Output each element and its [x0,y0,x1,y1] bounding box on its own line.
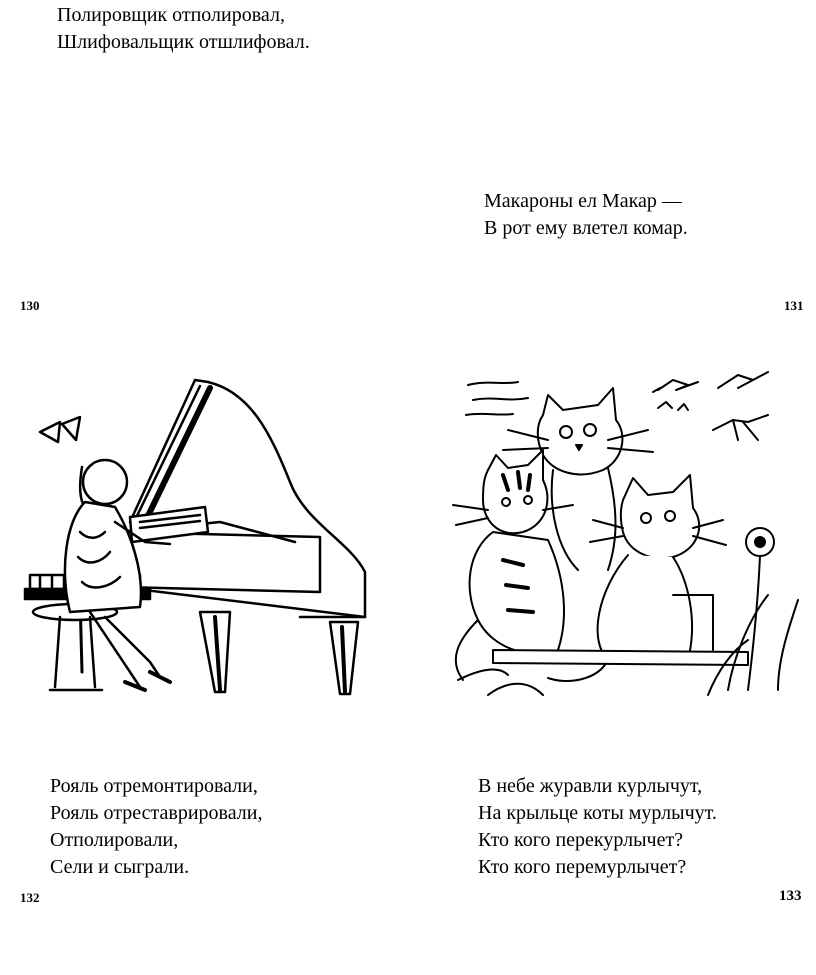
verse-royal [50,773,262,881]
verse-line: Кто кого перемурлычет? [478,856,687,878]
verse-zhuravli [478,773,717,881]
verse-line: Полировщик отполировал, [57,4,285,26]
verse-polirovshchik [57,2,310,56]
verse-line: В небе журавли курлычут, [478,775,703,797]
verse-line: Макароны ел Макар — [484,190,682,212]
girl-at-piano-illustration [20,372,380,712]
verse-line: Сели и сыграли. [50,856,190,878]
verse-line: Рояль отреставрировали, [50,802,263,824]
verse-line: Отполировали, [50,829,179,851]
page-number-130: 130 [20,298,40,313]
cats-and-cranes-illustration [448,360,808,710]
verse-line: Рояль отремонтировали, [50,775,258,797]
page-number-131: 131 [784,298,804,313]
page-number-132: 132 [20,890,40,905]
verse-line: В рот ему влетел комар. [484,217,688,239]
verse-line: Кто кого перекурлычет? [478,829,684,851]
verse-line: На крыльце коты мурлычут. [478,802,717,824]
cats-and-cranes-drawing [448,360,808,710]
verse-makarony [484,188,688,242]
girl-at-piano-drawing [20,372,380,712]
page-number-133: 133 [779,888,802,904]
verse-line: Шлифовальщик отшлифовал. [57,31,310,53]
